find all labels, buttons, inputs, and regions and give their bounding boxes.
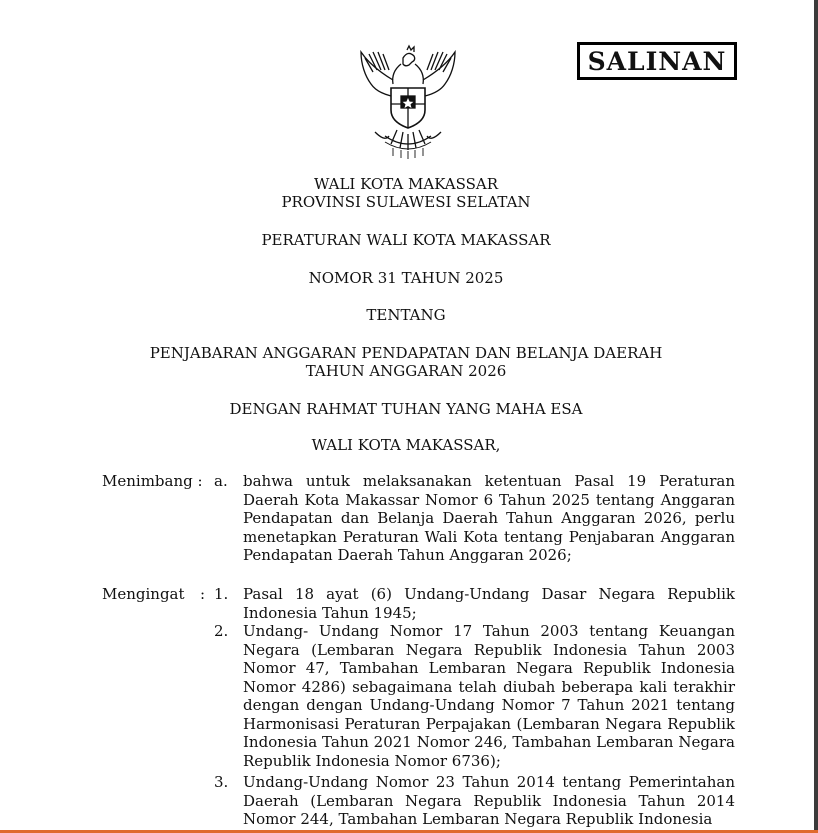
mengingat-item-text: Undang-Undang Nomor 23 Tahun 2014 tentang Pemerintahan Daerah (Lembaran Negara Republik Indonesia Tahun 2014 Nomor 244, Tambahan Lembaran Negara Republik Indonesia	[243, 773, 735, 828]
page-edge	[814, 0, 818, 833]
mengingat-item-marker: 2.	[214, 622, 229, 640]
regulation-number: NOMOR 31 TAHUN 2025	[308, 269, 504, 287]
subject-line-2: TAHUN ANGGARAN 2026	[305, 362, 507, 380]
header-line-1: WALI KOTA MAKASSAR	[313, 175, 499, 193]
mengingat-item-text: Pasal 18 ayat (6) Undang-Undang Dasar Negara Republik Indonesia Tahun 1945;	[243, 585, 735, 622]
issuer-line: WALI KOTA MAKASSAR,	[311, 436, 501, 454]
mengingat-label: Mengingat	[102, 585, 185, 603]
header-line-2: PROVINSI SULAWESI SELATAN	[281, 193, 531, 211]
about-label: TENTANG	[366, 306, 446, 324]
mengingat-colon: :	[200, 585, 206, 603]
menimbang-text: bahwa untuk melaksanakan ketentuan Pasal 19 Peraturan Daerah Kota Makassar Nomor 6 Tahun 2025 tentang Anggaran Pendapatan dan Belanja Daerah Tahun Anggaran 2026, perlu menetapkan Peraturan Wali Kota tentang Penjabaran Anggaran Pendapatan Daerah Tahun Anggaran 2026;	[243, 472, 735, 564]
mengingat-item-text: Undang- Undang Nomor 17 Tahun 2003 tentang Keuangan Negara (Lembaran Negara Republik Indonesia Tahun 2003 Nomor 47, Tambahan Lembaran Negara Republik Indonesia Nomor 4286) sebagaimana telah diubah beberapa kali terakhir dengan dengan Undang-Undang Nomor 7 Tahun 2021 tentang Harmonisasi Peraturan Perpajakan (Lembaran Negara Republik Indonesia Tahun 2021 Nomor 246, Tambahan Lembaran Negara Republik Indonesia Nomor 6736);	[243, 622, 735, 770]
subject-line-1: PENJABARAN ANGGARAN PENDAPATAN DAN BELANJA DAERAH	[149, 344, 663, 362]
blessing-line: DENGAN RAHMAT TUHAN YANG MAHA ESA	[229, 400, 583, 418]
salinan-stamp: SALINAN	[577, 42, 737, 80]
mengingat-item-marker: 1.	[214, 585, 229, 603]
regulation-title: PERATURAN WALI KOTA MAKASSAR	[261, 231, 551, 249]
mengingat-item-marker: 3.	[214, 773, 229, 791]
garuda-emblem-icon	[355, 44, 461, 160]
menimbang-marker: a.	[214, 472, 228, 490]
menimbang-label: Menimbang :	[102, 472, 203, 490]
